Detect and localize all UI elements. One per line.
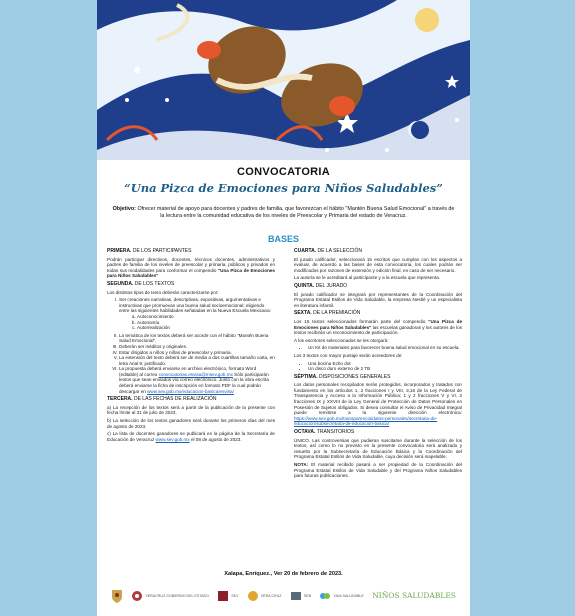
left-column [107,246,275,444]
veracruz-gov-icon: VERACRUZ GOBIERNO DEL ESTADO [131,589,209,603]
section-primera-text: Podrán participar directivos, docentes, técnicos docentes, administrativos y padres de familia de los niveles de preescolar y primaria, públicos y privados en todas sus modalidades para conformar el compendio "Una Pizca de Emociones para Niños Saludables" [107,256,275,279]
section-primera-title: PRIMERA. DE LOS PARTICIPANTES [107,248,192,254]
section-cuarta-title: CUARTA. DE LA SELECCIÓN [294,248,362,254]
seb-icon: SEB [290,589,311,603]
list-item: a. Autoconocimiento [137,314,275,320]
bases-heading: BASES [267,234,299,244]
septima-text: Los datos personales recopilados serán protegidos, incorporados y tratados con fundamento en los artículos 1, 2 fracciones I y VIII, 3,16 de la Ley Federal de Transparencia y Acceso a la Información Pública; 1 y 2 fracciones V y VI, 3 fracciones IX y XXVIII de la Ley General de Protección de Datos Personales en Posesión de Sujetos obligados. Si desea consultar el Aviso de Privacidad Integral puede remitirse a la siguiente dirección electrónica: https://www.sev.gob.mx/transparencia/datos-personales/secretaria-de-educacion/subsecretaria-de-educacion-basica/ [294,382,462,427]
list-item: • Un Kit de materiales para favorecer buena salud emocional en su escuela. [308,345,462,351]
convocatoria-title: CONVOCATORIA [236,166,331,178]
section-segunda-title: SEGUNDA. DE LOS TEXTOS [107,280,175,287]
cuarta-text-2: La autoría se le acreditará al participante y a la escuela que representa. [294,275,441,281]
tercera-a: a) La recepción de los textos será a partir de la publicación de la presente con fecha límite al 31 de julio de 2023. [107,404,275,416]
tercera-c: c) La lista de docentes ganadores se publicará en la página de la Secretaría de Educación de Veracruz www.sev.gob.mx el 08 de agosto de 2023. [107,431,275,442]
tercera-b: b) La selección de los textos ganadores será durante los primeros días del mes de agosto de 2023. [107,418,275,429]
privacy-link[interactable]: https://www.sev.gob.mx/transparencia/datos-personales/secretaria-de-educacion/subsecretaria-de-educacion-basica/ [294,415,438,427]
quinta-text: El jurado calificador se integrará por representantes de la Coordinación del Programa Estatal Estilos de Vida Saludable, la empresa Nestlé y un especialista en literatura infantil. [294,291,462,308]
hero-illustration [97,0,470,160]
download-link[interactable]: www.sev.gob.mx/educacion-basica/esvisa/ [147,388,234,394]
objective-paragraph [111,206,456,220]
section-segunda-intro: Los distintos tipos de texto deberán caracterizarse por: [107,289,219,295]
list-item: II. La temática de los textos deberá ser acorde con el hábito "Mantén Buena Salud Emocional". [119,333,275,344]
objective-label: Objetivo: [112,206,136,212]
sexta-list-1 [294,345,462,351]
list-item: III. Deberán ser inéditos y originales. [119,344,275,350]
right-column [294,246,462,481]
email-link[interactable]: convocatorias.esvisa@msev.gob.mx [158,371,233,377]
convocatoria-subtitle: “Una Pizca de Emociones para Niños Saludables” [124,181,443,195]
octava-note: NOTA: El material recibido pasará a ser propiedad de la Coordinación del Programa Estatal Estilos de Vida Saludable y del Programa Niños Saludables para futuras publicaciones. [294,462,463,479]
state-shield-icon [111,589,123,603]
section-tercera-title: TERCERA. DE LAS FECHAS DE REALIZACIÓN [107,396,217,403]
list-item: • Un disco duro externo de 2 TB [308,366,462,372]
list-item: I. Ser creaciones narrativas, descriptivas, expositivas, argumentativas e instructivas que promuevan una buena salud socioemocional; eligiendo entre las siguientes habilidades señaladas en la Nueva Escuela Mexicana: a. Autoconocimiento b. Autonomía c. Autorrealización [119,297,275,331]
logo-strip [111,585,456,607]
veracruz-brand-icon: VERA CRUZ [247,589,282,603]
list-item: IV. Estar dirigidos a niños y niñas de preescolar y primaria. [119,350,275,356]
list-item: V. La extensión del texto deberá ser de media a dos cuartillas tamaño carta, en letra Arial 9, justificado. [119,355,275,366]
footer-date: Xalapa, Enríquez., Ver 20 de febrero de 2023. [224,571,343,577]
section-sexta-title: SEXTA. DE LA PREMIACIÓN [294,310,361,317]
sexta-text-3: Los 3 textos con mayor puntaje serán acreedores de: [294,352,403,358]
octava-text: ÚNICO. Las controversias que pudieran suscitarse durante la selección de los textos, así como lo no previsto en la presente convocatoria será analizado y resuelto por la Subsecretaría de Educación Básica y la Coordinación del Programa Estatal Estilos de Vida Saludable, cuya decisión será inapelable. [294,437,462,460]
cuarta-text: El jurado calificador, seleccionará 15 escritos que cumplan con los aspectos a evaluar, de acuerdo a las bases de esta convocatoria, los cuales podrán ser modificados por razones de extensión y edición final, en caso de ser necesario. [294,256,462,273]
poster [97,0,470,616]
sev-icon: SEV [217,589,238,603]
list-item: b. Autonomía [137,320,275,326]
list-item: VI. La propuesta deberá enviarse en archivo electrónico, formato Word (editable) al correo convocatorias.esvisa@msev.gob.mx Sólo participarán textos que sean enviados vía correo electrónico. Junto con la obra escrita deberá enviarse la ficha de inscripción en formato PDF la cual podrán descargar en www.sev.gob.mx/educacion-basica/esvisa/ [119,366,275,394]
list-item: c. Autorrealización [137,325,275,331]
list-item: • Una bocina Echo dot [308,361,462,367]
section-septima-title: SÉPTIMA. DISPOSICIONES GENERALES [294,373,391,380]
section-octava-title: OCTAVA. TRANSITORIOS [294,429,355,436]
segunda-list [107,297,275,394]
sexta-text: Los 15 textos seleccionados formarán parte del compendio "Una Pizca de Emociones para Niños Saludables" las escuelas ganadoras y los autores de los textos recibirán un reconocimiento de participación. [294,318,463,336]
sev-link[interactable]: www.sev.gob.mx [155,436,190,442]
sexta-text-2: A los escritores seleccionados se les otorgará: [294,337,389,343]
section-quinta-title: QUINTA. DEL JURADO [294,282,348,289]
vida-saludable-icon: VIDA SALUDABLE [319,589,363,603]
sexta-list-2 [294,361,462,372]
objective-text: Ofrecer material de apoyo para docentes y padres de familia, que favorezcan el hábito "Mantén Buena Salud Emocional" a través de la lectura entre la comunidad educativa de los niveles de Preescolar y Primaria del estado de Veracruz. [137,206,455,219]
ninos-saludables-icon: NIÑOS SALUDABLES [372,591,456,600]
